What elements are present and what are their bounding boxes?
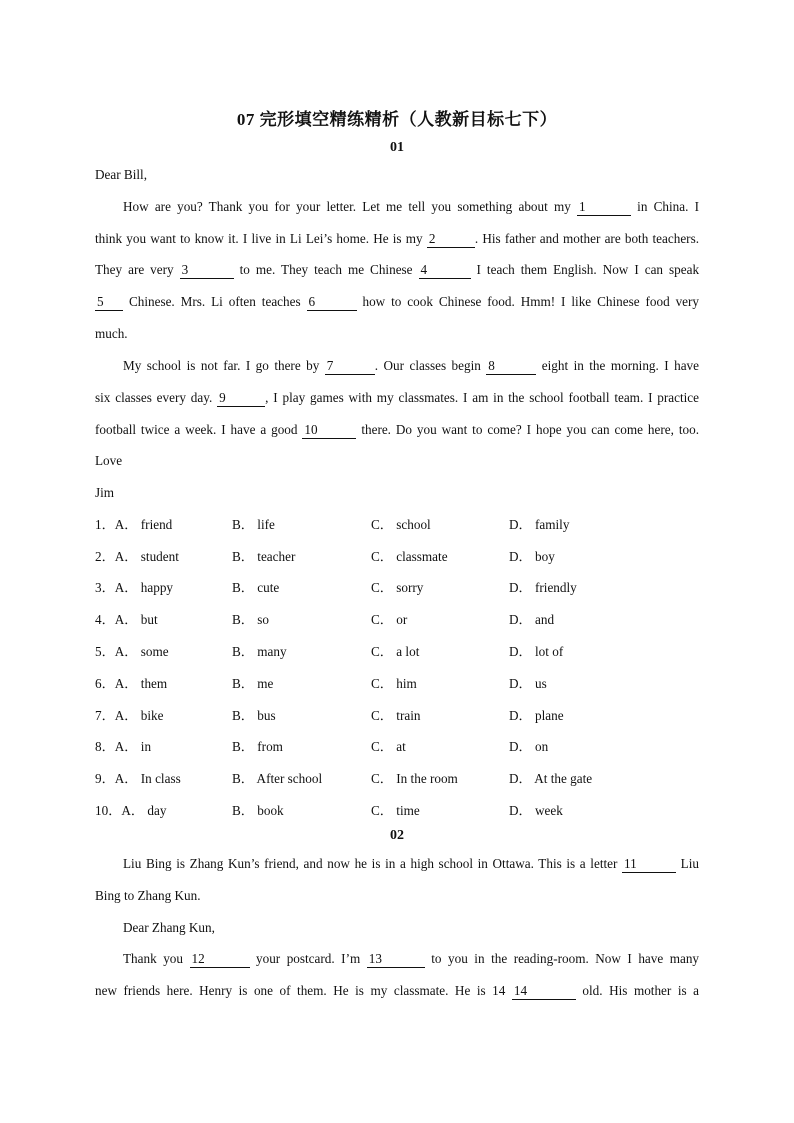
question-row: [95, 674, 699, 694]
option-d[interactable]: D． family: [509, 517, 570, 532]
blank-3[interactable]: 3: [180, 262, 234, 279]
question-row: [95, 515, 699, 535]
option-c[interactable]: C． school: [371, 517, 431, 532]
paragraph-line: How are you? Thank you for your letter. Let me tell you something about my 1 in China. I: [123, 199, 699, 214]
option-a[interactable]: A． some: [114, 644, 169, 659]
option-d[interactable]: D． boy: [509, 549, 555, 564]
blank-14[interactable]: 14: [512, 983, 576, 1000]
paragraph-line: football twice a week. I have a good 10 there. Do you want to come? I hope you can come here, too.: [95, 422, 699, 437]
paragraph-line: six classes every day. 9 , I play games with my classmates. I am in the school football team. I practice: [95, 390, 700, 405]
question-number: 6．: [95, 676, 115, 691]
option-b[interactable]: B． me: [232, 676, 274, 691]
option-a[interactable]: A． happy: [114, 580, 174, 595]
option-c[interactable]: C． time: [371, 803, 420, 818]
option-d[interactable]: D． us: [509, 676, 547, 691]
option-d[interactable]: D． on: [509, 739, 549, 754]
option-b[interactable]: B． many: [232, 644, 287, 659]
blank-7[interactable]: 7: [325, 358, 375, 375]
option-b[interactable]: B． life: [232, 517, 275, 532]
paragraph-line: new friends here. Henry is one of them. He is my classmate. He is 14 14 old. His mother is a: [95, 983, 700, 998]
option-b[interactable]: B． teacher: [232, 549, 296, 564]
question-number: 4．: [95, 612, 115, 627]
question-number: 10．: [95, 803, 122, 818]
option-a[interactable]: A． student: [114, 549, 179, 564]
paragraph-line: They are very 3 to me. They teach me Chinese 4 I teach them English. Now I can speak: [95, 262, 700, 277]
blank-9[interactable]: 9: [217, 390, 265, 407]
option-a[interactable]: A． bike: [114, 708, 164, 723]
question-row: [95, 578, 699, 598]
question-row: [95, 610, 699, 630]
question-number: 1．: [95, 517, 115, 532]
option-c[interactable]: C． or: [371, 612, 408, 627]
letter-closing: Love: [95, 453, 123, 468]
blank-2[interactable]: 2: [427, 231, 475, 248]
option-b[interactable]: B． from: [232, 739, 283, 754]
option-a[interactable]: A． but: [114, 612, 158, 627]
option-c[interactable]: C． classmate: [371, 549, 448, 564]
section-heading-02: 02: [390, 828, 404, 843]
option-d[interactable]: D． friendly: [509, 580, 577, 595]
option-b[interactable]: B． book: [232, 803, 284, 818]
paragraph-line: think you want to know it. I live in Li Lei’s home. He is my 2 . His father and mother are both teachers.: [95, 231, 700, 246]
question-row: [95, 706, 699, 726]
paragraph-line: much.: [95, 326, 128, 341]
option-a[interactable]: A． in: [114, 739, 152, 754]
question-number: 5．: [95, 644, 115, 659]
question-number: 2．: [95, 549, 115, 564]
option-c[interactable]: C． him: [371, 676, 417, 691]
paragraph-line: Liu Bing is Zhang Kun’s friend, and now he is in a high school in Ottawa. This is a letter 11 Liu: [123, 856, 699, 871]
option-d[interactable]: D． and: [509, 612, 555, 627]
question-row: [95, 547, 699, 567]
section-heading-01: 01: [390, 140, 404, 155]
blank-1[interactable]: 1: [577, 199, 631, 216]
option-b[interactable]: B． After school: [232, 771, 323, 786]
blank-8[interactable]: 8: [486, 358, 536, 375]
question-row: [95, 801, 699, 821]
paragraph-line: My school is not far. I go there by 7 . Our classes begin 8 eight in the morning. I have: [123, 358, 699, 373]
question-number: 8．: [95, 739, 115, 754]
paragraph-line: Bing to Zhang Kun.: [95, 888, 201, 903]
letter-signature: Jim: [95, 485, 115, 500]
question-number: 9．: [95, 771, 115, 786]
option-c[interactable]: C． sorry: [371, 580, 424, 595]
blank-6[interactable]: 6: [307, 294, 357, 311]
option-a[interactable]: A． friend: [114, 517, 173, 532]
option-d[interactable]: D． At the gate: [509, 771, 593, 786]
page-title: 07 完形填空精练精析（人教新目标七下）: [236, 110, 558, 129]
option-b[interactable]: B． so: [232, 612, 270, 627]
option-c[interactable]: C． In the room: [371, 771, 458, 786]
letter-greeting: Dear Zhang Kun,: [123, 920, 215, 935]
option-b[interactable]: B． bus: [232, 708, 276, 723]
letter-greeting: Dear Bill,: [95, 167, 148, 182]
option-d[interactable]: D． week: [509, 803, 563, 818]
option-c[interactable]: C． a lot: [371, 644, 420, 659]
option-a[interactable]: A． them: [114, 676, 168, 691]
option-c[interactable]: C． at: [371, 739, 406, 754]
blank-10[interactable]: 10: [302, 422, 356, 439]
blank-13[interactable]: 13: [367, 951, 425, 968]
question-number: 3．: [95, 580, 115, 595]
option-b[interactable]: B． cute: [232, 580, 280, 595]
question-number: 7．: [95, 708, 115, 723]
question-row: [95, 737, 699, 757]
question-row: [95, 769, 699, 789]
option-d[interactable]: D． lot of: [509, 644, 564, 659]
question-row: [95, 642, 699, 662]
blank-5[interactable]: 5: [95, 294, 123, 311]
option-c[interactable]: C． train: [371, 708, 421, 723]
option-a[interactable]: A． day: [121, 803, 167, 818]
blank-4[interactable]: 4: [419, 262, 471, 279]
paragraph-line: 5 Chinese. Mrs. Li often teaches 6 how to cook Chinese food. Hmm! I like Chinese food very: [97, 294, 700, 309]
option-a[interactable]: A． In class: [114, 771, 181, 786]
paragraph-line: Thank you 12 your postcard. I’m 13 to you in the reading-room. Now I have many: [123, 951, 700, 966]
blank-12[interactable]: 12: [190, 951, 250, 968]
blank-11[interactable]: 11: [622, 856, 676, 873]
option-d[interactable]: D． plane: [509, 708, 564, 723]
